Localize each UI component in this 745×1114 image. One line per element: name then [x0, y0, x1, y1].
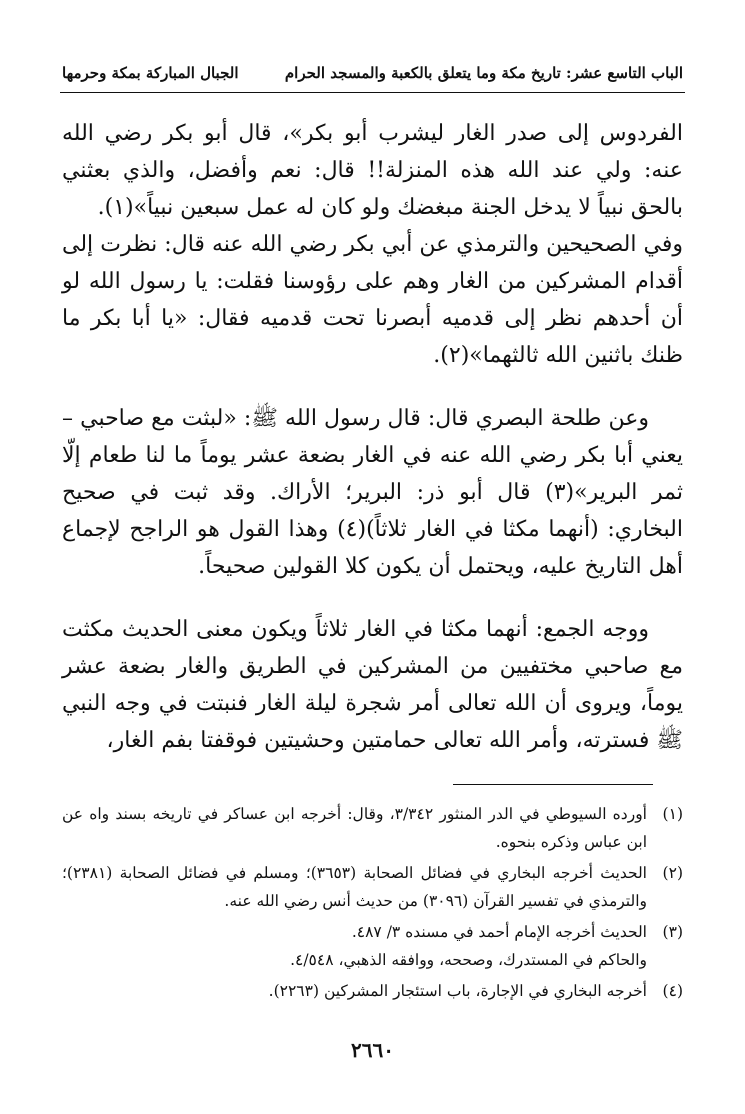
chapter-title: الباب التاسع عشر: تاريخ مكة وما يتعلق بالكعبة والمسجد الحرام [284, 64, 683, 82]
paragraph-3: وعن طلحة البصري قال: قال رسول الله ﷺ: «لبثت مع صاحبي – يعني أبا بكر رضي الله عنه في الغار بضعة عشر يوماً ما لنا طعام إلّا ثمر البرير»(٣) قال أبو ذر: البرير؛ الأراك. وقد ثبت في صحيح البخاري: (أنهما مكثا في الغار ثلاثاً)(٤) وهذا القول هو الراجح لإجماع أهل التاريخ عليه، ويحتمل أن يكون كلا القولين صحيحاً. [62, 406, 684, 579]
footnote-number: (٤) [662, 982, 683, 1000]
footnote-3 [62, 918, 683, 974]
footnote-text: أورده السيوطي في الدر المنثور ٣/٣٤٢، وقال: أخرجه ابن عساكر في تاريخه بسند واه عن ابن عباس وذكره بنحوه. [62, 805, 647, 851]
footnote-number: (١) [662, 805, 683, 823]
footnote-number: (٢) [662, 864, 683, 882]
header-divider [60, 92, 685, 93]
section-title: الجبال المباركة بمكة وحرمها [62, 64, 239, 82]
footnote-divider [453, 784, 653, 785]
footnotes [62, 800, 683, 1008]
footnote-text: الحديث أخرجه الإمام أحمد في مسنده ٣/ ٤٨٧. [351, 923, 647, 941]
footnote-text: أخرجه البخاري في الإجارة، باب استئجار المشركين (٢٢٦٣). [268, 982, 647, 1000]
running-header [62, 58, 683, 88]
footnote-1 [62, 800, 683, 856]
footnote-2 [62, 859, 683, 915]
footnote-4 [62, 977, 683, 1005]
main-text [62, 115, 683, 759]
footnote-text: الحديث أخرجه البخاري في فضائل الصحابة (٣٦٥٣)؛ ومسلم في فضائل الصحابة (٢٣٨١)؛ والترمذي في تفسير القرآن (٣٠٩٦) من حديث أنس رضي الله عنه. [62, 864, 647, 910]
paragraph-4: ووجه الجمع: أنهما مكثا في الغار ثلاثاً ويكون معنى الحديث مكثت مع صاحبي مختفيين من المشركين في الطريق والغار بضعة عشر يوماً، ويروى أن الله تعالى أمر شجرة ليلة الغار فنبتت في وجه النبي ﷺ فسترته، وأمر الله تعالى حمامتين وحشيتين فوقفتا بفم الغار، [62, 617, 683, 753]
paragraph-1: الفردوس إلى صدر الغار ليشرب أبو بكر»، قال أبو بكر رضي الله عنه: ولي عند الله هذه المنزلة!! قال: نعم وأفضل، والذي بعثني بالحق نبياً لا يدخل الجنة مبغضك ولو كان له عمل سبعين نبياً»(١). [62, 121, 683, 220]
footnote-text-continued: والحاكم في المستدرك، وصححه، ووافقه الذهبي، ٤/٥٤٨. [290, 951, 647, 969]
page-number: ٢٦٦٠ [351, 1038, 394, 1062]
footnote-number: (٣) [662, 923, 683, 941]
paragraph-2: وفي الصحيحين والترمذي عن أبي بكر رضي الله عنه قال: نظرت إلى أقدام المشركين من الغار وهم على رؤوسنا فقلت: يا رسول الله لو أن أحدهم نظر إلى قدميه أبصرنا تحت قدميه فقال: «يا أبا بكر ما ظنك باثنين الله ثالثهما»(٢). [62, 232, 683, 368]
